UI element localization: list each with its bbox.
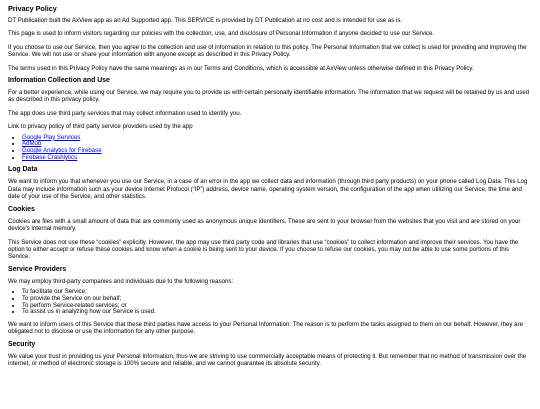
service-reasons-list	[8, 289, 532, 316]
security-paragraph: We value your trust in providing us your Personal Information, thus we are striving to use commercially acceptable means of protecting it. But remember that no method of transmission over the internet, or method of electronic storage is 100% secure and reliable, and we cannot guarantee its absolute security.	[8, 352, 527, 368]
intro-paragraph-4: The terms used in this Privacy Policy have the same meanings as in our Terms and Conditions, which is accessible at AxView unless otherwise defined in this Privacy Policy.	[8, 64, 474, 72]
info-collection-paragraph-2: The app does use third party services that may collect information used to identify you.	[8, 109, 242, 117]
admob-link[interactable]: AdMob	[22, 140, 42, 148]
google-play-services-link[interactable]: Google Play Services	[22, 133, 81, 141]
service-providers-intro: We may employ third-party companies and individuals due to the following reasons:	[8, 277, 234, 285]
privacy-policy-page	[0, 4, 540, 409]
list-item	[22, 148, 532, 155]
list-item: • To perform Service-related services; or	[22, 303, 532, 310]
list-item	[22, 135, 532, 142]
info-collection-paragraph-3: Link to privacy policy of third party service providers used by the app	[8, 123, 193, 131]
google-analytics-firebase-link[interactable]: Google Analytics for Firebase	[22, 147, 102, 155]
cookies-paragraph-1: Cookies are files with a small amount of data that are commonly used as anonymous unique identifiers. These are sent to your browser from the websites that you visit and are stored on your device's internal memory.	[8, 217, 521, 233]
list-item: • To assist us in analyzing how our Service is used.	[22, 309, 532, 316]
log-data-paragraph: We want to inform you that whenever you use our Service, in a case of an error in the app we collect data and information (through third party products) on your phone called Log Data. This Log Data may include information such as your device Internet Protocol (“IP”) address, device name, operating system version, the configuration of the app when utilizing our Service, the time and date of your use of the Service, and other statistics.	[8, 178, 528, 201]
intro-paragraph-2: This page is used to inform visitors regarding our policies with the collection, use, and disclosure of Personal Information if anyone decided to use our Service.	[8, 30, 435, 38]
service-providers-outro: We want to inform users of this Service that these third parties have access to your Personal Information. The reason is to perform the tasks assigned to them on our behalf. However, they are obligated not to disclose or use the information for any other purpose.	[8, 320, 523, 336]
section-heading-cookies: Cookies	[8, 205, 35, 213]
page-title: Privacy Policy	[8, 4, 57, 13]
section-heading-service-providers: Service Providers	[8, 265, 67, 273]
firebase-crashlytics-link[interactable]: Firebase Crashlytics	[22, 153, 78, 161]
section-heading-information-collection: Information Collection and Use	[8, 77, 110, 85]
section-heading-security: Security	[8, 340, 36, 348]
info-collection-paragraph-1: For a better experience, while using our Service, we may require you to provide us with certain personally identifiable information. The information that we request will be retained by us and used as described in this privacy policy.	[8, 89, 530, 104]
cookies-paragraph-2: This Service does not use these “cookies” explicitly. However, the app may use third party code and libraries that use “cookies” to collect information and improve their services. You have the option to either accept or refuse these cookies and know when a cookie is being sent to your device. If you choose to refuse our cookies, you may not be able to use some portions of this Service.	[8, 238, 519, 261]
third-party-links-list	[8, 135, 532, 162]
intro-paragraph-3: If you choose to use our Service, then you agree to the collection and use of information in relation to this policy. The Personal Information that we collect is used for providing and improving the Service. We will not use or share your information with anyone except as described in this Privacy Policy.	[8, 43, 527, 59]
list-item: • To provide the Service on our behalf;	[22, 296, 532, 303]
intro-paragraph-1: DT Publication built the AxView app as an Ad Supported app. This SERVICE is provided by DT Publication at no cost and is intended for use as is.	[8, 17, 403, 24]
list-item: • To facilitate our Service;	[22, 289, 532, 296]
list-item	[22, 155, 532, 162]
section-heading-log-data: Log Data	[8, 166, 38, 174]
